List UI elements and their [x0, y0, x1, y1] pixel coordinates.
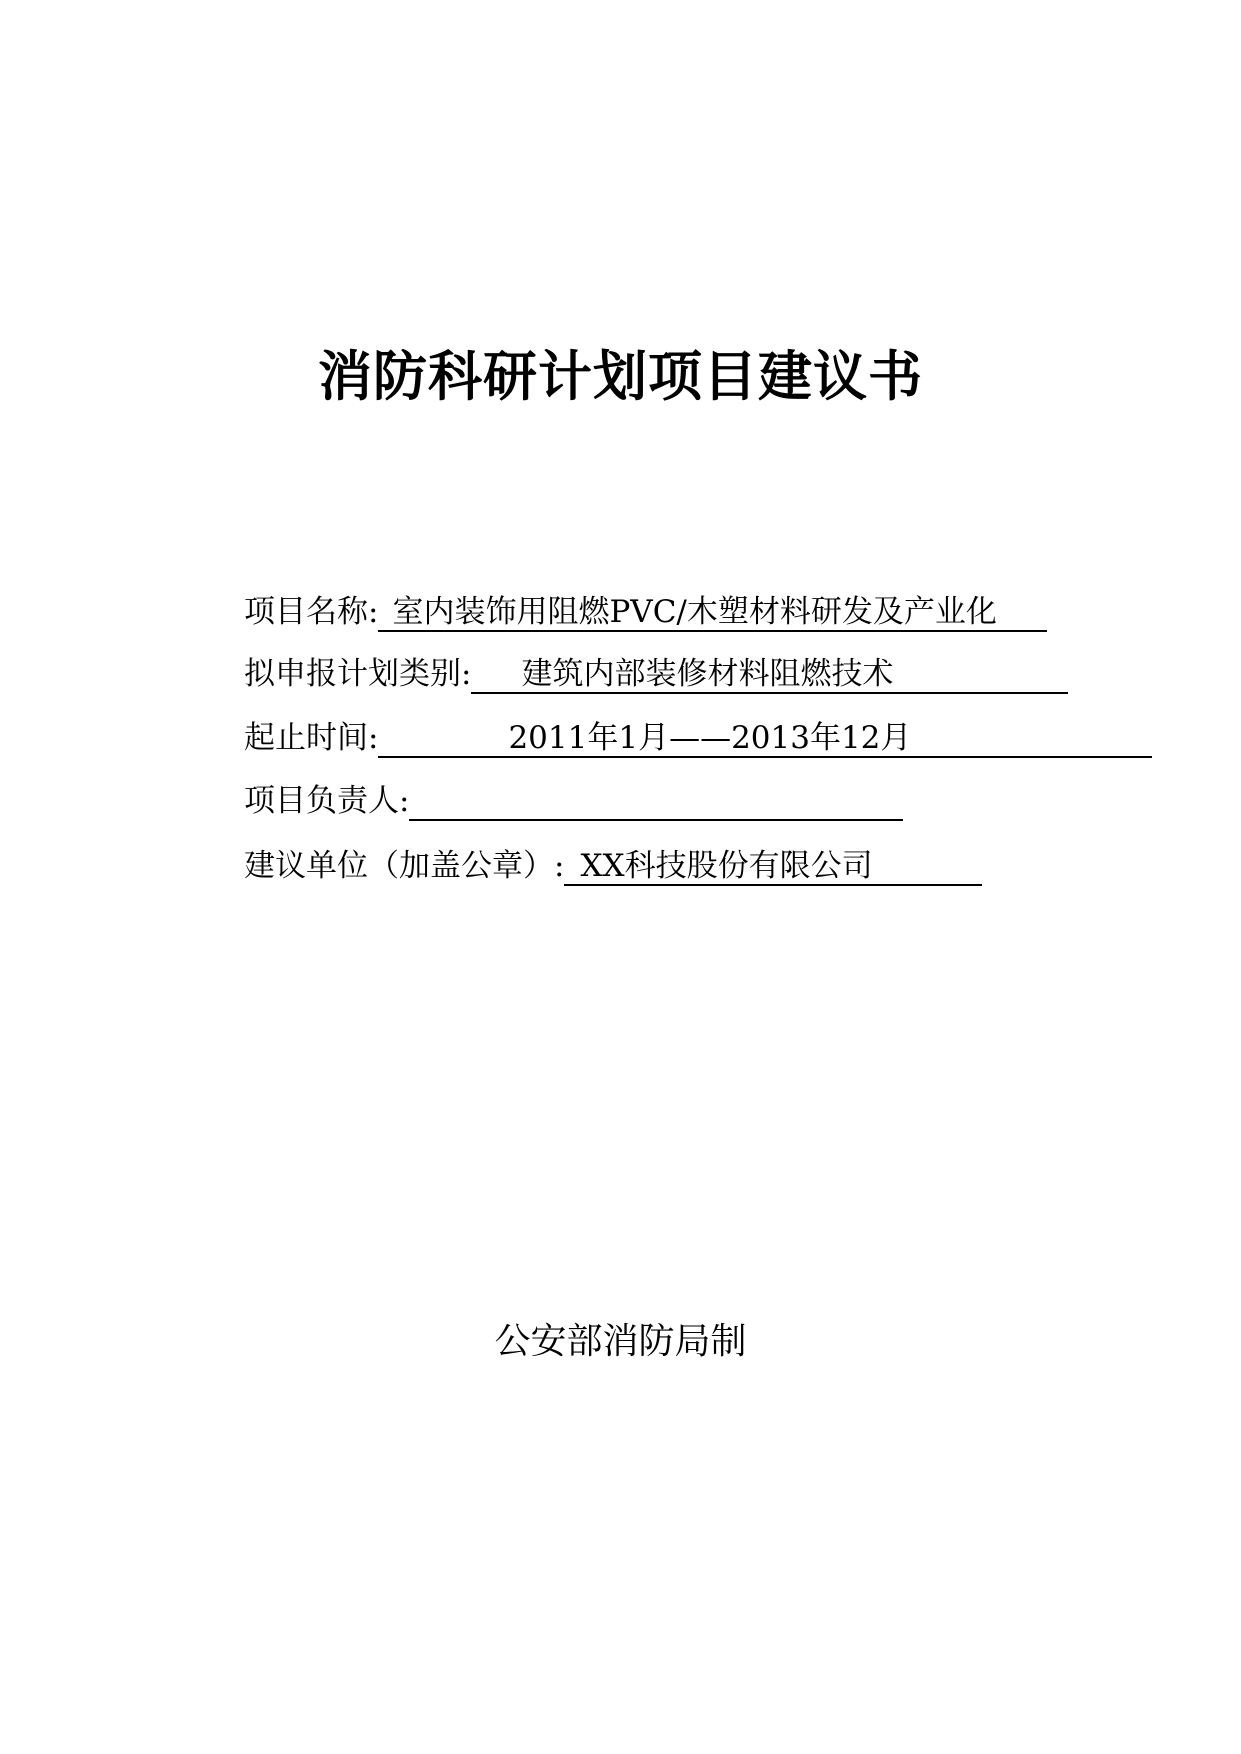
field-label-project-leader: 项目负责人: [244, 783, 410, 819]
field-value-line-proposing-unit [564, 844, 982, 886]
field-period [244, 716, 1152, 760]
field-value-period: 2011年1月——2013年12月 [508, 720, 912, 756]
field-proposing-unit [244, 844, 982, 888]
field-value-project-name: 室内装饰用阻燃PVC/木塑材料研发及产业化 [392, 594, 997, 630]
field-label-project-name: 项目名称: [244, 594, 379, 630]
field-value-proposing-unit: XX科技股份有限公司 [580, 848, 873, 884]
field-project-name [244, 590, 1047, 634]
issuer-footer: 公安部消防局制 [494, 1321, 747, 1362]
field-value-line-plan-category [471, 652, 1068, 694]
field-project-leader [244, 779, 903, 823]
field-label-proposing-unit: 建议单位（加盖公章）: [244, 848, 565, 884]
field-label-period: 起止时间: [244, 720, 379, 756]
field-plan-category [244, 652, 1068, 696]
field-value-plan-category: 建筑内部装修材料阻燃技术 [521, 656, 894, 692]
document-title: 消防科研计划项目建议书 [318, 345, 923, 408]
field-label-plan-category: 拟申报计划类别: [244, 656, 472, 692]
field-value-line-project-leader [409, 779, 903, 821]
field-value-line-project-name [378, 590, 1047, 632]
field-value-line-period [378, 716, 1152, 758]
